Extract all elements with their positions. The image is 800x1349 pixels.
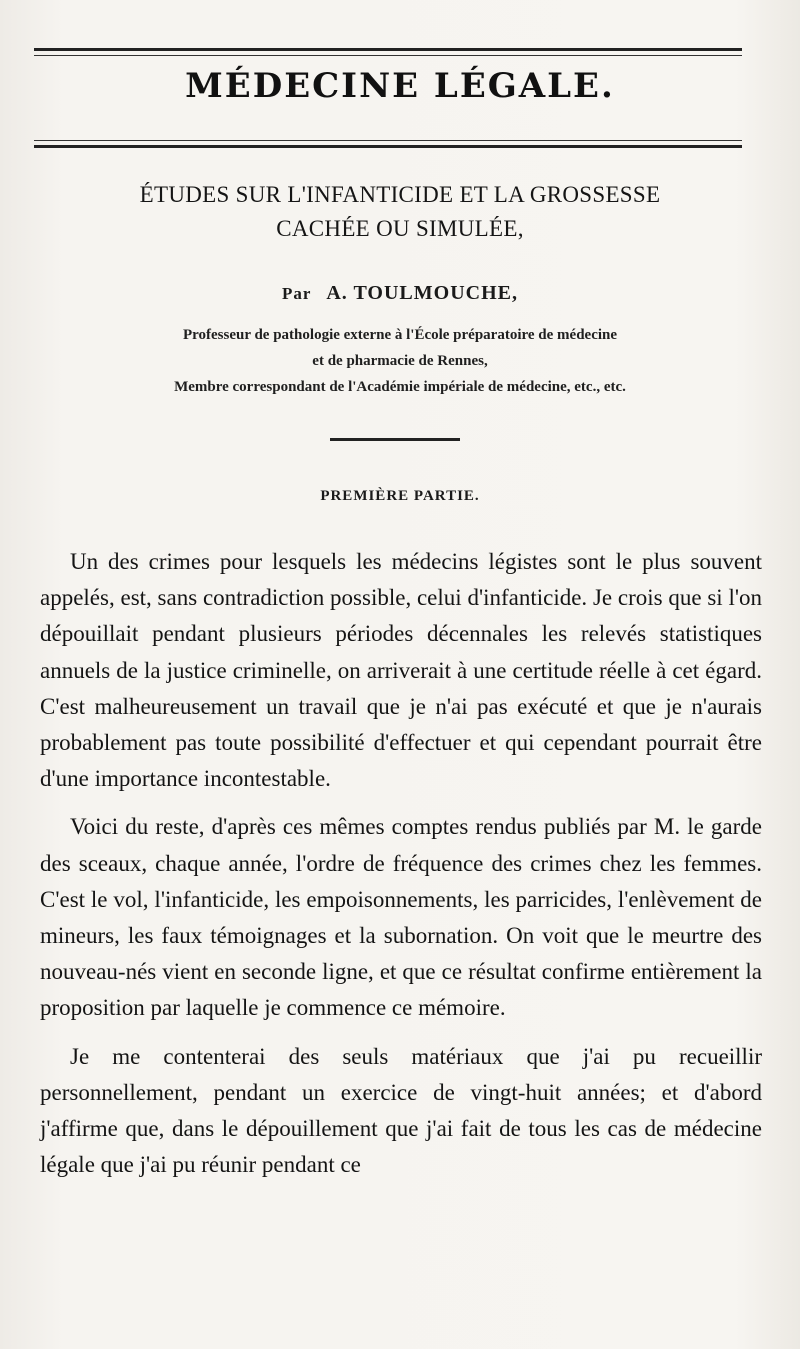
header-bottom-rule-thin [34, 140, 742, 141]
paragraph: Je me contenterai des seuls matériaux que j'ai pu recueillir personnellement, pendant un exercice de vingt-huit années; et d'abord j'affirme que, dans le dépouillement que j'ai fait de tous les cas de médecine légale que j'ai pu réunir pendant ce [40, 1043, 762, 1178]
separator-rule [330, 438, 460, 441]
article-title-line-2: CACHÉE OU SIMULÉE, [276, 216, 524, 241]
paragraph: Voici du reste, d'après ces mêmes comptes rendus publiés par M. le garde des sceaux, chaque année, l'ordre de fréquence des crimes chez les femmes. C'est le vol, l'infanticide, les empoisonnements, les parricides, l'enlèvement de mineurs, les faux témoignages et la subornation. On voit que le meurtre des nouveau-nés vient en seconde ligne, et que ce résultat confirme entièrement la proposition par laquelle je commence ce mémoire. [40, 814, 762, 1021]
header-bottom-rule [34, 145, 742, 148]
credential-line: Membre correspondant de l'Académie impériale de médecine, etc., etc. [174, 379, 626, 395]
article-title [40, 178, 760, 246]
author-prefix: Par [282, 284, 312, 303]
credential-line: Professeur de pathologie externe à l'École préparatoire de médecine [182, 327, 618, 343]
author-line [0, 282, 800, 305]
header-top-rule-thin [34, 55, 742, 56]
paragraph: Un des crimes pour lesquels les médecins légistes sont le plus souvent appelés, est, sans contradiction possible, celui d'infanticide. Je crois que si l'on dépouillait pendant plusieurs périodes décennales les relevés statistiques annuels de la justice criminelle, on arriverait à une certitude réelle à cet égard. C'est malheureusement un travail que je n'ai pas exécuté et que je n'aurais probablement pas toute possibilité d'effectuer et qui cependant pourrait être d'une importance incontestable. [40, 549, 762, 792]
author-name: A. TOULMOUCHE, [326, 282, 518, 304]
body-text [40, 544, 762, 1195]
header-top-rule [34, 48, 742, 51]
section-title: MÉDECINE LÉGALE. [185, 66, 615, 106]
author-credentials [60, 322, 740, 400]
part-heading: PREMIÈRE PARTIE. [320, 488, 480, 504]
article-title-line-1: ÉTUDES SUR L'INFANTICIDE ET LA GROSSESSE [139, 182, 661, 207]
credential-line: et de pharmacie de Rennes, [312, 353, 488, 369]
